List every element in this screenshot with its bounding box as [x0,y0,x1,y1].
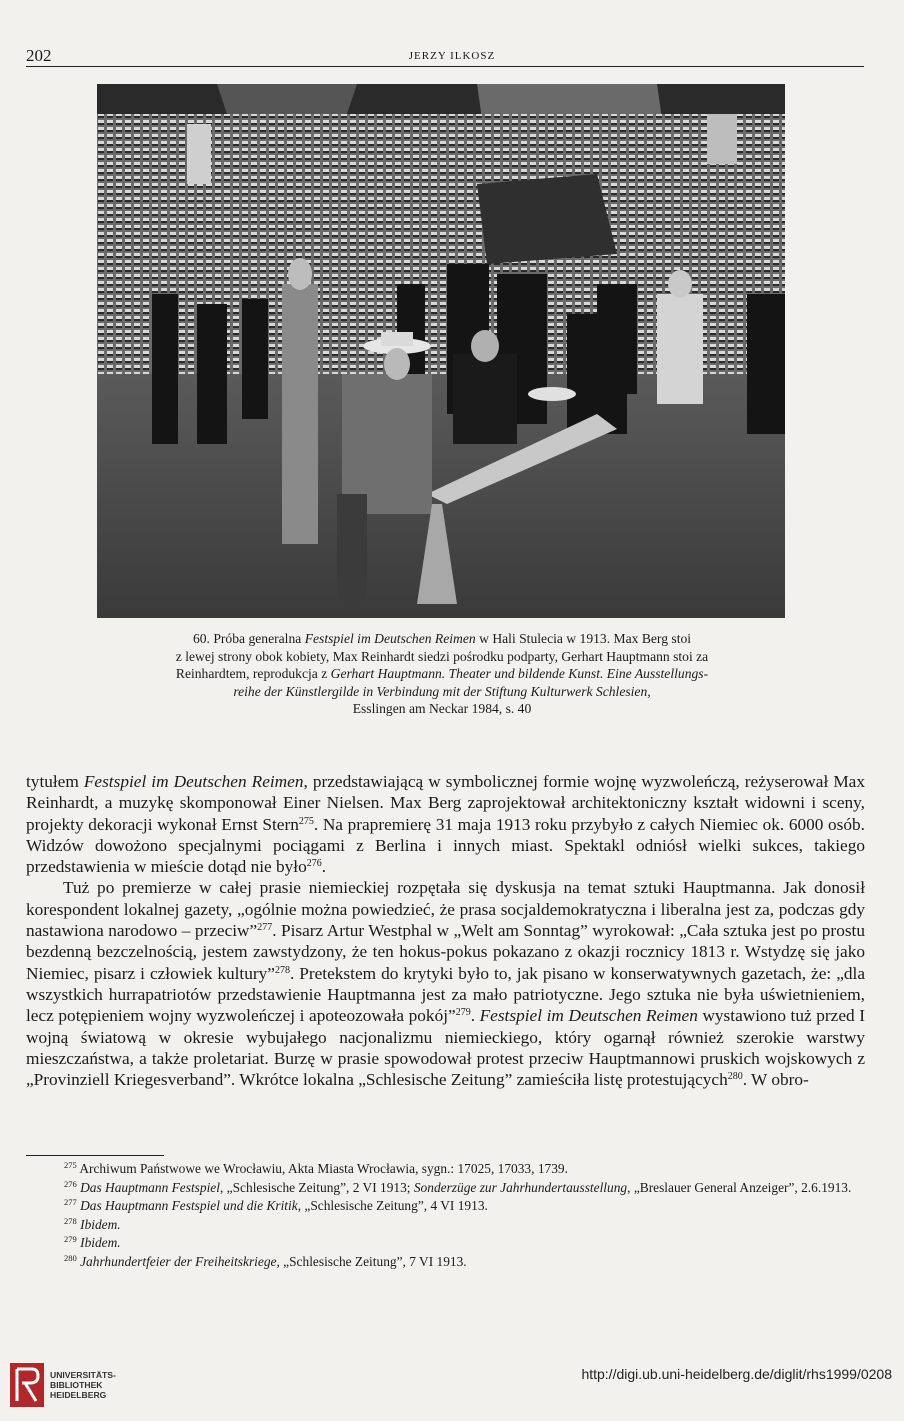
header-rule [26,66,864,67]
footnote-ref-275[interactable]: 275 [298,815,314,827]
footnote-ref-279[interactable]: 279 [455,1007,471,1019]
paragraph-1: tytułem Festspiel im Deutschen Reimen, przedstawiającą w symbolicznej formie wojnę wyzwoleńczą, reżyserował Max Reinhardt, a muzykę skomponował Einer Nielsen. Max Berg zaprojektował architektoniczny kształt widowni i sceny, projekty dekoracji wykonał Ernst Stern$^{275}$. Na prapremierę 31 maja 1913 roku przybyło z całych Niemiec ok. 6000 osób. Widzów dowożono specjalnymi pociągami z Berlina i innych miast. Spektakl odniósł wielki sukces, takiego przedstawienia w mieście dotąd nie było$^{276}$. [26,772,865,877]
source-url-link[interactable]: http://digi.ub.uni-heidelberg.de/diglit/rhs1999/0208 [581,1366,892,1382]
footnote-280: $^{280}$ Jahrhundertfeier der Freiheitskriege, „Schlesische Zeitung”, 7 VI 1913. [64,1252,467,1269]
footnote-ref-278[interactable]: 278 [274,964,290,976]
footnote-277: $^{277}$ Das Hauptmann Festspiel und die Kritik, „Schlesische Zeitung”, 4 VI 1913. [64,1197,488,1214]
footnote-278: $^{278}$ Ibidem. [64,1215,121,1232]
footnote-ref-276[interactable]: 276 [306,858,322,870]
footnote-275: $^{275}$ Archiwum Państwowe we Wrocławiu, Akta Miasta Wrocławia, sygn.: 17025, 17033, 1739. [64,1160,568,1176]
footnote-279: $^{279}$ Ibidem. [64,1234,121,1251]
figure-caption: 60. Próba generalna Festspiel im Deutschen Reimen w Hali Stulecia w 1913. Max Berg stoi z lewej strony obok kobiety, Max Reinhardt siedzi pośrodku podparty, Gerhart Hauptmann stoi za Reinhardtem, reprodukcja z Gerhart Hauptmann. Theater und bildende Kunst. Eine Ausstellungs- reihe der Künstlergilde in Verbindung mit der Stiftung Kulturwerk Schlesien, Esslingen am Neckar 1984, s. 40 [175,631,709,717]
body-text [26,771,865,1090]
page-number: 202 [26,46,52,65]
running-head: JERZY ILKOSZ [408,50,496,62]
footnote-ref-277[interactable]: 277 [257,922,273,934]
footnotes [26,1160,865,1272]
photo-rehearsal-hall-icon [97,84,785,618]
footnote-276: $^{276}$ Das Hauptmann Festspiel, „Schlesische Zeitung”, 2 VI 1913; Sonderzüge zur Jahrhundertausstellung, „Breslauer General Anzeiger”, 2.6.1913. [64,1178,852,1195]
footnote-ref-280[interactable]: 280 [727,1071,743,1083]
footnote-rule [26,1155,164,1156]
paragraph-2: Tuż po premierze w całej prasie niemieckiej rozpętała się dyskusja na temat sztuki Hauptmanna. Jak donosił korespondent lokalnej gazety, „ogólnie można powiedzieć, że prasa socjaldemokratyczna i liberalna jest za, podczas gdy nastawiona narodowo – przeciw”$^{277}$. Pisarz Artur Westphal w „Welt am Sonntag” wyrokował: „Cała sztuka jest po prostu bezdenną bezczelnością, jestem zawstydzony, że ten hokus-pokus pokazano z okazji rocznicy 1813 r. Wstydzę się jako Niemiec, pisarz i człowiek kultury”$^{278}$. Pretekstem do krytyki było to, jak pisano w konserwatywnych gazetach, że: „dla wszystkich hurrapatriotów przedstawienie Hauptmanna jest za mało patriotyczne. Jego sztuka nie była uświetnieniem, lecz potępieniem wojny wyzwoleńczej i apoteozowała pokój”$^{279}$. Festspiel im Deutschen Reimen wystawiono tuż przed I wojną światową w okresie wybujałego nacjonalizmu niemieckiego, który ogarnął również szerokie warstwy mieszczaństwa, a także proletariat. Burzę w prasie spowodował protest przeciw Hauptmannowi pruskich wojskowych z „Provinziell Kriegesverband”. Wkrótce lokalna „Schlesische Zeitung” zamieściła listę protestujących$^{280}$. W obro- [26,878,865,1090]
library-name: UNIVERSITÄTS- BIBLIOTHEK HEIDELBERG [50,1370,116,1400]
